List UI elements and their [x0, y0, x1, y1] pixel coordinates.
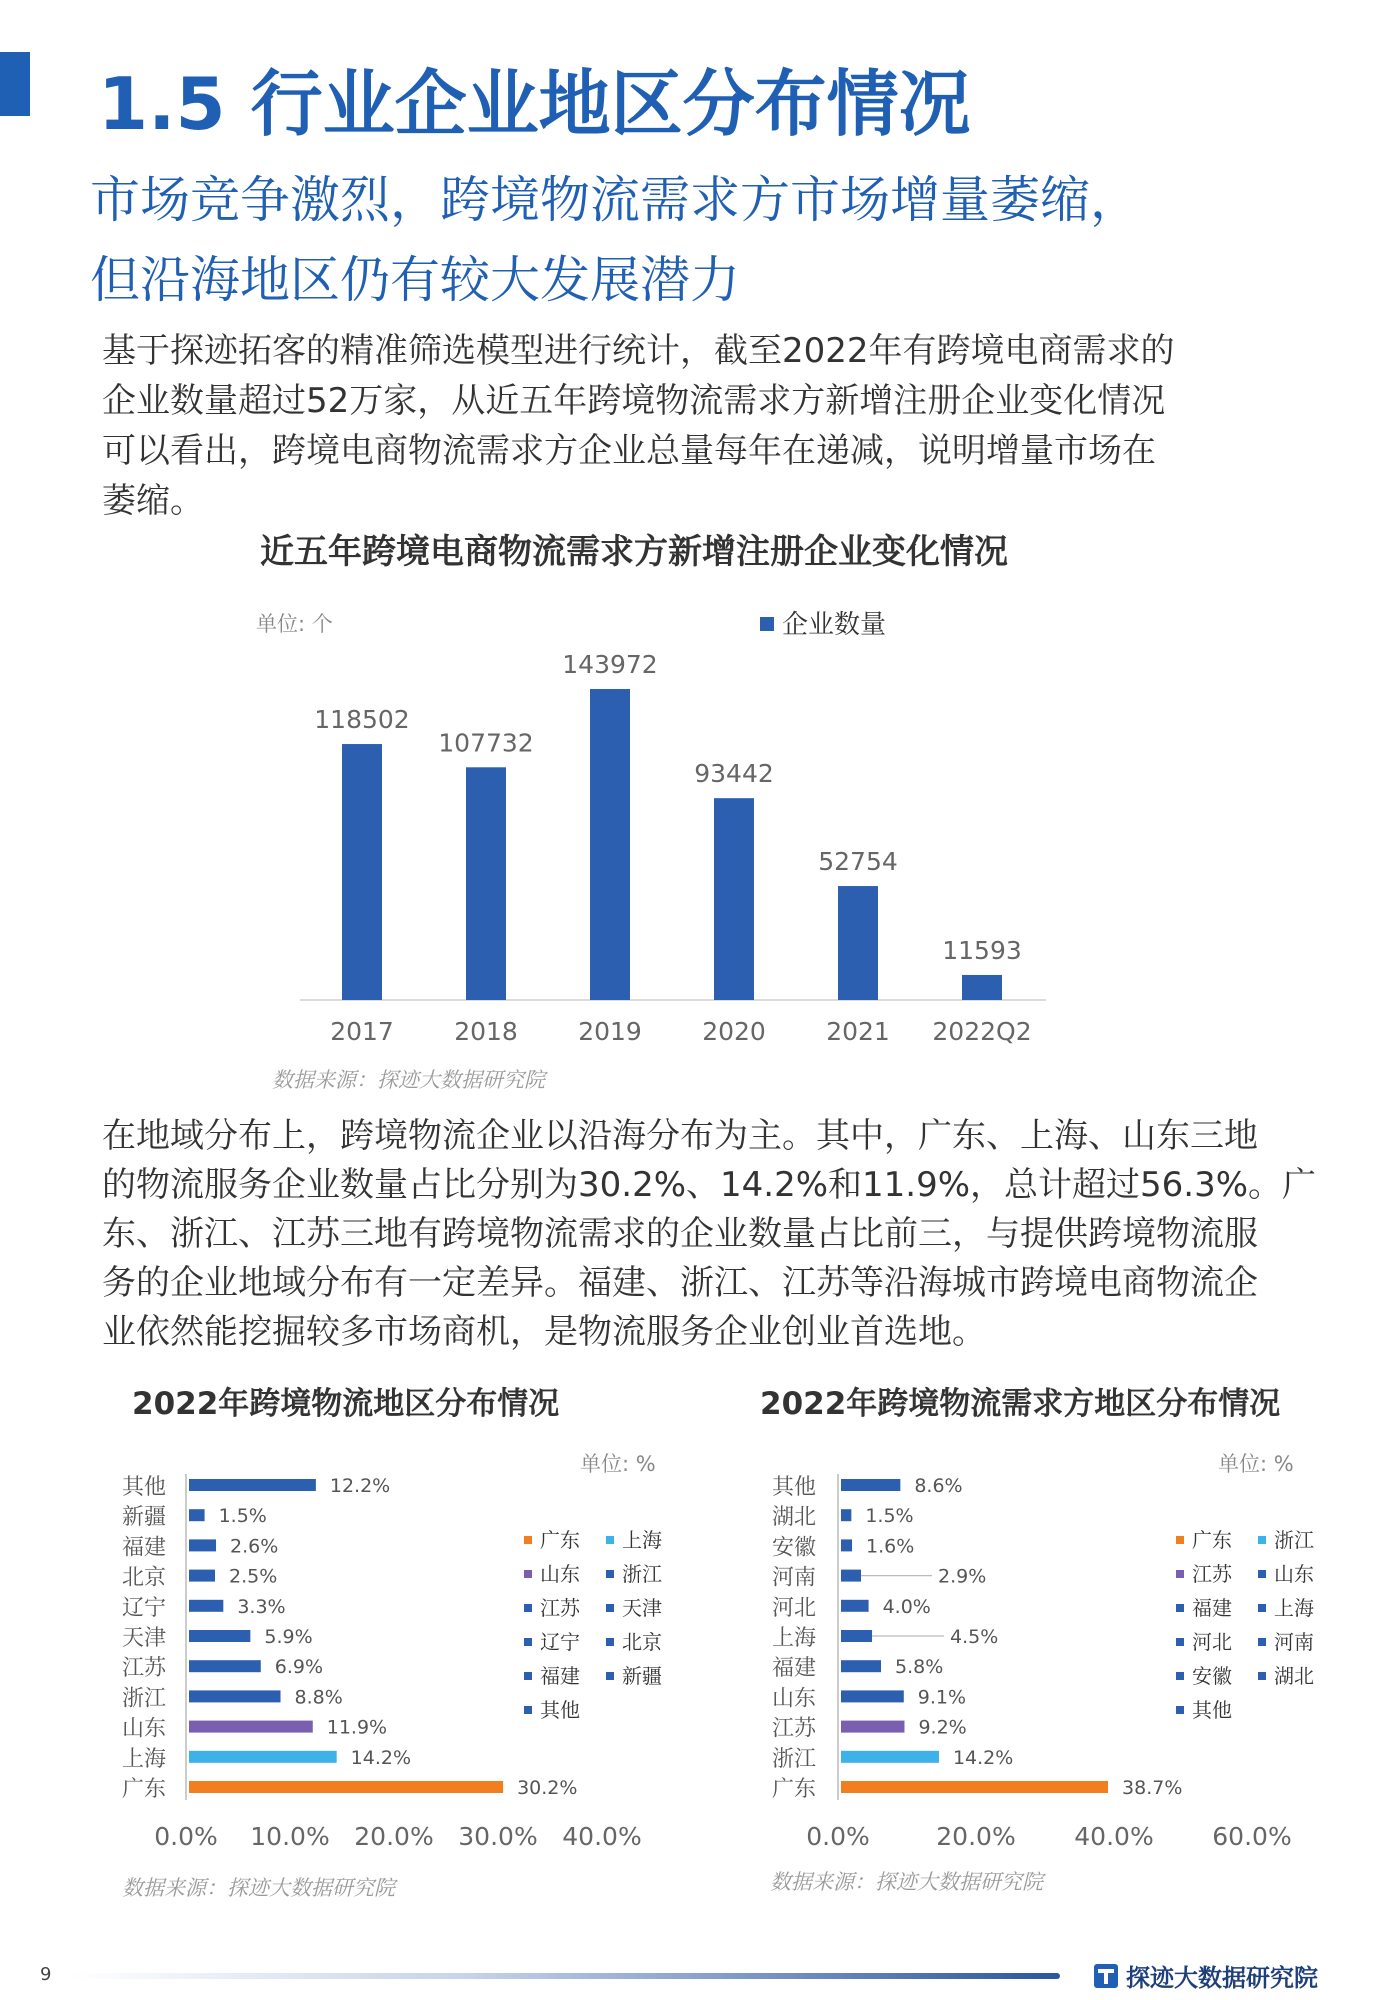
- chart3-bar: [841, 1660, 881, 1672]
- chart2-legend-swatch: [524, 1706, 532, 1714]
- chart2-legend-swatch: [524, 1570, 532, 1578]
- intro-line: 可以看出，跨境电商物流需求方企业总量每年在递减，说明增量市场在: [102, 431, 1156, 471]
- chart2-data-label: 11.9%: [326, 1716, 388, 1739]
- chart3-legend-label: 其他: [1192, 1698, 1232, 1722]
- chart2-x-tick-label: 10.0%: [250, 1822, 330, 1851]
- chart3-legend-label: 河北: [1192, 1630, 1232, 1654]
- chart1-legend-label: 企业数量: [782, 610, 887, 640]
- chart2-legend-label: 浙江: [622, 1562, 662, 1586]
- chart2-legend-swatch: [606, 1672, 614, 1680]
- chart1-legend: [760, 604, 886, 641]
- chart3-unit-label: 单位: %: [1218, 1452, 1294, 1476]
- chart2-category-label: 浙江: [121, 1686, 166, 1712]
- footer-gradient-line: [70, 1973, 1060, 1979]
- chart3-legend-swatch: [1258, 1638, 1266, 1646]
- chart1-data-label: 107732: [438, 728, 534, 758]
- chart2-bar: [189, 1479, 316, 1491]
- chart2-legend-swatch: [606, 1570, 614, 1578]
- chart2-data-label: 2.5%: [229, 1565, 278, 1588]
- intro-paragraph: [102, 326, 1302, 526]
- chart3-data-label: 14.2%: [952, 1746, 1014, 1769]
- chart1-bar: [962, 975, 1002, 1000]
- chart2-legend-item: [524, 1694, 580, 1723]
- chart2-unit-label: 单位: %: [580, 1452, 656, 1476]
- chart1-x-tick-label: 2018: [454, 1017, 518, 1046]
- chart2-legend-item: [524, 1626, 580, 1655]
- chart3-legend-item: [1258, 1626, 1314, 1655]
- chart3-legend-swatch: [1258, 1604, 1266, 1612]
- chart2-bar: [189, 1721, 313, 1733]
- chart1-data-label: 93442: [694, 759, 774, 789]
- chart2-legend-item: [524, 1660, 580, 1689]
- chart2-legend-item: [606, 1558, 662, 1587]
- chart1-bar: [466, 767, 506, 1000]
- chart3-legend-swatch: [1176, 1672, 1184, 1680]
- chart2-legend-label: 福建: [540, 1664, 580, 1688]
- chart2-legend-swatch: [524, 1672, 532, 1680]
- chart3-legend-item: [1176, 1558, 1232, 1587]
- chart3-legend-label: 江苏: [1192, 1562, 1232, 1586]
- chart2-category-label: 其他: [121, 1475, 166, 1500]
- chart3-legend-item: [1258, 1660, 1314, 1689]
- chart3-x-tick-label: 40.0%: [1074, 1822, 1154, 1851]
- chart2-legend-label: 江苏: [540, 1596, 580, 1620]
- chart2-category-label: 上海: [121, 1746, 166, 1772]
- chart1-data-label: 11593: [942, 935, 1022, 965]
- chart3-data-label: 4.0%: [882, 1595, 931, 1618]
- chart2-legend-item: [606, 1626, 662, 1655]
- analysis-line: 东、浙江、江苏三地有跨境物流需求的企业数量占比前三，与提供跨境物流服: [102, 1214, 1258, 1254]
- chart3-legend-swatch: [1176, 1706, 1184, 1714]
- chart3-category-label: 浙江: [771, 1746, 816, 1772]
- chart2-legend-swatch: [606, 1536, 614, 1544]
- chart2-x-tick-label: 30.0%: [458, 1822, 538, 1851]
- chart1-data-label: 118502: [314, 705, 410, 735]
- chart1-bar: [714, 798, 754, 1000]
- chart3-category-label: 福建: [771, 1656, 816, 1682]
- intro-line: 基于探迹拓客的精准筛选模型进行统计，截至2022年有跨境电商需求的: [102, 331, 1175, 371]
- chart2-legend-label: 上海: [622, 1528, 662, 1552]
- page-number: 9: [40, 1964, 52, 1985]
- chart1-data-label: 143972: [562, 650, 658, 680]
- chart3-data-label: 9.1%: [917, 1686, 967, 1709]
- chart2-bar: [189, 1751, 337, 1763]
- analysis-line: 业依然能挖掘较多市场商机，是物流服务企业创业首选地。: [102, 1312, 986, 1352]
- chart2-category-label: 北京: [121, 1565, 166, 1591]
- chart3-legend-label: 福建: [1192, 1596, 1232, 1620]
- chart2-data-label: 8.8%: [294, 1686, 343, 1709]
- chart2-x-tick-label: 20.0%: [354, 1822, 434, 1851]
- chart2-title: 2022年跨境物流地区分布情况: [132, 1386, 560, 1422]
- chart3-legend-label: 湖北: [1274, 1664, 1314, 1688]
- chart3-x-tick-label: 0.0%: [806, 1822, 870, 1851]
- chart2-legend-item: [606, 1660, 662, 1689]
- chart2-data-label: 5.9%: [264, 1626, 313, 1648]
- subtitle-line: 但沿海地区仍有较大发展潜力: [90, 251, 740, 309]
- chart3-legend-label: 上海: [1274, 1596, 1314, 1620]
- footer-logo: [1094, 1958, 1318, 1993]
- footer-brand-name: 探迹大数据研究院: [1126, 1964, 1318, 1992]
- chart3-bar: [841, 1690, 904, 1702]
- chart1-title: 近五年跨境电商物流需求方新增注册企业变化情况: [260, 532, 1008, 572]
- chart3-bar: [841, 1479, 900, 1491]
- chart2-bar: [189, 1660, 261, 1672]
- chart3-x-tick-label: 20.0%: [936, 1822, 1016, 1851]
- chart2-category-label: 新疆: [121, 1505, 166, 1531]
- chart2-legend-swatch: [606, 1604, 614, 1612]
- chart2-category-label: 天津: [121, 1626, 166, 1651]
- chart2-data-label: 14.2%: [350, 1746, 412, 1769]
- chart3-legend-label: 山东: [1274, 1562, 1314, 1586]
- chart3-data-label: 8.6%: [914, 1475, 963, 1497]
- page-title: 1.5 行业企业地区分布情况: [98, 62, 971, 146]
- title-accent-bar: [0, 52, 30, 116]
- chart3-legend-item: [1176, 1626, 1232, 1655]
- subtitle-line: 市场竞争激烈，跨境物流需求方市场增量萎缩，: [90, 171, 1140, 229]
- chart3-legend-item: [1258, 1592, 1314, 1621]
- chart3-data-label: 1.6%: [866, 1535, 915, 1558]
- page-subtitle: [90, 160, 1140, 320]
- chart2-data-label: 1.5%: [218, 1505, 267, 1528]
- chart2-legend-swatch: [524, 1604, 532, 1612]
- chart2-legend-label: 山东: [540, 1562, 580, 1586]
- chart2-bar: [189, 1570, 215, 1582]
- chart3-legend-swatch: [1176, 1604, 1184, 1612]
- chart2-data-label: 30.2%: [517, 1777, 578, 1799]
- chart3-category-label: 河南: [771, 1565, 816, 1591]
- chart3-bar: [841, 1509, 851, 1521]
- chart3-data-label: 1.5%: [865, 1505, 914, 1528]
- chart1-bar: [342, 744, 382, 1000]
- chart3-category-label: 广东: [771, 1777, 816, 1802]
- chart3-category-label: 湖北: [771, 1505, 816, 1531]
- chart2-source: 数据来源：探迹大数据研究院: [122, 1876, 395, 1900]
- chart3-legend-swatch: [1176, 1570, 1184, 1578]
- chart3-x-tick-label: 60.0%: [1212, 1822, 1292, 1851]
- chart1-legend-swatch: [760, 617, 774, 631]
- chart3-data-label: 2.9%: [938, 1565, 987, 1588]
- chart1-source: 数据来源：探迹大数据研究院: [272, 1068, 545, 1092]
- chart3-legend-swatch: [1176, 1638, 1184, 1646]
- chart3-legend-label: 河南: [1274, 1630, 1314, 1654]
- chart3-bar: [841, 1721, 904, 1733]
- chart2-bar: [189, 1539, 216, 1551]
- chart3-category-label: 河北: [771, 1595, 816, 1621]
- chart3-legend-item: [1176, 1694, 1232, 1723]
- chart3-legend-item: [1176, 1592, 1232, 1621]
- chart2-legend-swatch: [606, 1638, 614, 1646]
- chart2-data-label: 6.9%: [274, 1656, 324, 1679]
- chart2-data-label: 12.2%: [329, 1475, 391, 1497]
- analysis-line: 在地域分布上，跨境物流企业以沿海分布为主。其中，广东、上海、山东三地: [102, 1116, 1258, 1156]
- chart2-legend-label: 辽宁: [540, 1630, 580, 1654]
- chart3-category-label: 江苏: [771, 1716, 816, 1742]
- chart2-data-label: 3.3%: [237, 1595, 286, 1618]
- chart2-legend-item: [524, 1524, 580, 1553]
- chart1-x-tick-label: 2021: [826, 1017, 890, 1046]
- chart3-category-label: 其他: [771, 1475, 816, 1500]
- chart2-bar: [189, 1600, 223, 1612]
- chart3-bar: [841, 1781, 1108, 1793]
- chart3-bar: [841, 1539, 852, 1551]
- chart1-x-tick-label: 2020: [702, 1017, 766, 1046]
- brand-logo-icon: [1094, 1964, 1118, 1988]
- chart3-legend-item: [1176, 1660, 1232, 1689]
- chart2-bar: [189, 1630, 250, 1642]
- chart3-legend-swatch: [1176, 1536, 1184, 1544]
- chart3-bar: [841, 1630, 872, 1642]
- chart2-legend-item: [524, 1558, 580, 1587]
- chart3-legend-label: 安徽: [1192, 1664, 1232, 1688]
- chart2-category-label: 山东: [121, 1716, 166, 1742]
- chart3-data-label: 38.7%: [1122, 1777, 1183, 1799]
- chart3-data-label: 5.8%: [895, 1656, 944, 1679]
- chart1-bar: [838, 886, 878, 1000]
- chart3-legend-swatch: [1258, 1570, 1266, 1578]
- intro-line: 企业数量超过52万家，从近五年跨境物流需求方新增注册企业变化情况: [102, 381, 1166, 421]
- analysis-paragraph: [102, 1112, 1317, 1357]
- chart3-data-label: 4.5%: [950, 1626, 999, 1648]
- chart2-data-label: 2.6%: [230, 1535, 279, 1558]
- chart3-title: 2022年跨境物流需求方地区分布情况: [760, 1386, 1281, 1422]
- chart3-data-label: 9.2%: [918, 1716, 967, 1739]
- chart2-category-label: 广东: [121, 1777, 166, 1802]
- chart2-bar: [189, 1690, 281, 1702]
- chart2-legend-item: [606, 1524, 662, 1553]
- chart2-legend-label: 天津: [622, 1596, 662, 1620]
- chart2-x-tick-label: 0.0%: [154, 1822, 218, 1851]
- chart3-legend-item: [1258, 1558, 1314, 1587]
- chart2-category-label: 辽宁: [121, 1595, 166, 1621]
- chart3-legend-swatch: [1258, 1672, 1266, 1680]
- chart3-legend-label: 浙江: [1274, 1528, 1314, 1552]
- chart2-category-label: 江苏: [121, 1656, 166, 1682]
- chart3-legend-item: [1176, 1524, 1232, 1553]
- chart2-legend-label: 广东: [540, 1528, 580, 1552]
- intro-line: 萎缩。: [102, 481, 204, 521]
- chart2-x-tick-label: 40.0%: [562, 1822, 642, 1851]
- analysis-line: 的物流服务企业数量占比分别为30.2%、14.2%和11.9%，总计超过56.3%。广: [102, 1165, 1317, 1205]
- chart3-legend-label: 广东: [1192, 1528, 1232, 1552]
- chart2-legend-swatch: [524, 1536, 532, 1544]
- chart1-bar: [590, 689, 630, 1000]
- chart1-unit-label: 单位: 个: [256, 612, 333, 636]
- chart1-data-label: 52754: [818, 847, 898, 877]
- chart2-bar: [189, 1781, 503, 1793]
- chart2-bar: [189, 1509, 205, 1521]
- chart2-legend-label: 其他: [540, 1698, 580, 1722]
- chart1-x-tick-label: 2019: [578, 1017, 642, 1046]
- chart3-category-label: 山东: [771, 1686, 816, 1712]
- analysis-line: 务的企业地域分布有一定差异。福建、浙江、江苏等沿海城市跨境电商物流企: [102, 1263, 1258, 1303]
- chart2-legend-swatch: [524, 1638, 532, 1646]
- chart3-legend-item: [1258, 1524, 1314, 1553]
- chart3-source: 数据来源：探迹大数据研究院: [770, 1870, 1043, 1894]
- chart2-legend-item: [606, 1592, 662, 1621]
- chart3-bar: [841, 1600, 869, 1612]
- chart3-legend-swatch: [1258, 1536, 1266, 1544]
- chart1-x-tick-label: 2017: [330, 1017, 394, 1046]
- chart2-legend-item: [524, 1592, 580, 1621]
- chart2-legend-label: 北京: [622, 1630, 662, 1654]
- chart3-category-label: 安徽: [771, 1535, 816, 1561]
- chart2-category-label: 福建: [121, 1535, 166, 1561]
- chart3-category-label: 上海: [771, 1626, 816, 1651]
- chart3-bar: [841, 1570, 861, 1582]
- chart3-bar: [841, 1751, 939, 1763]
- chart1-x-tick-label: 2022Q2: [932, 1017, 1032, 1046]
- chart2-legend-label: 新疆: [622, 1664, 662, 1688]
